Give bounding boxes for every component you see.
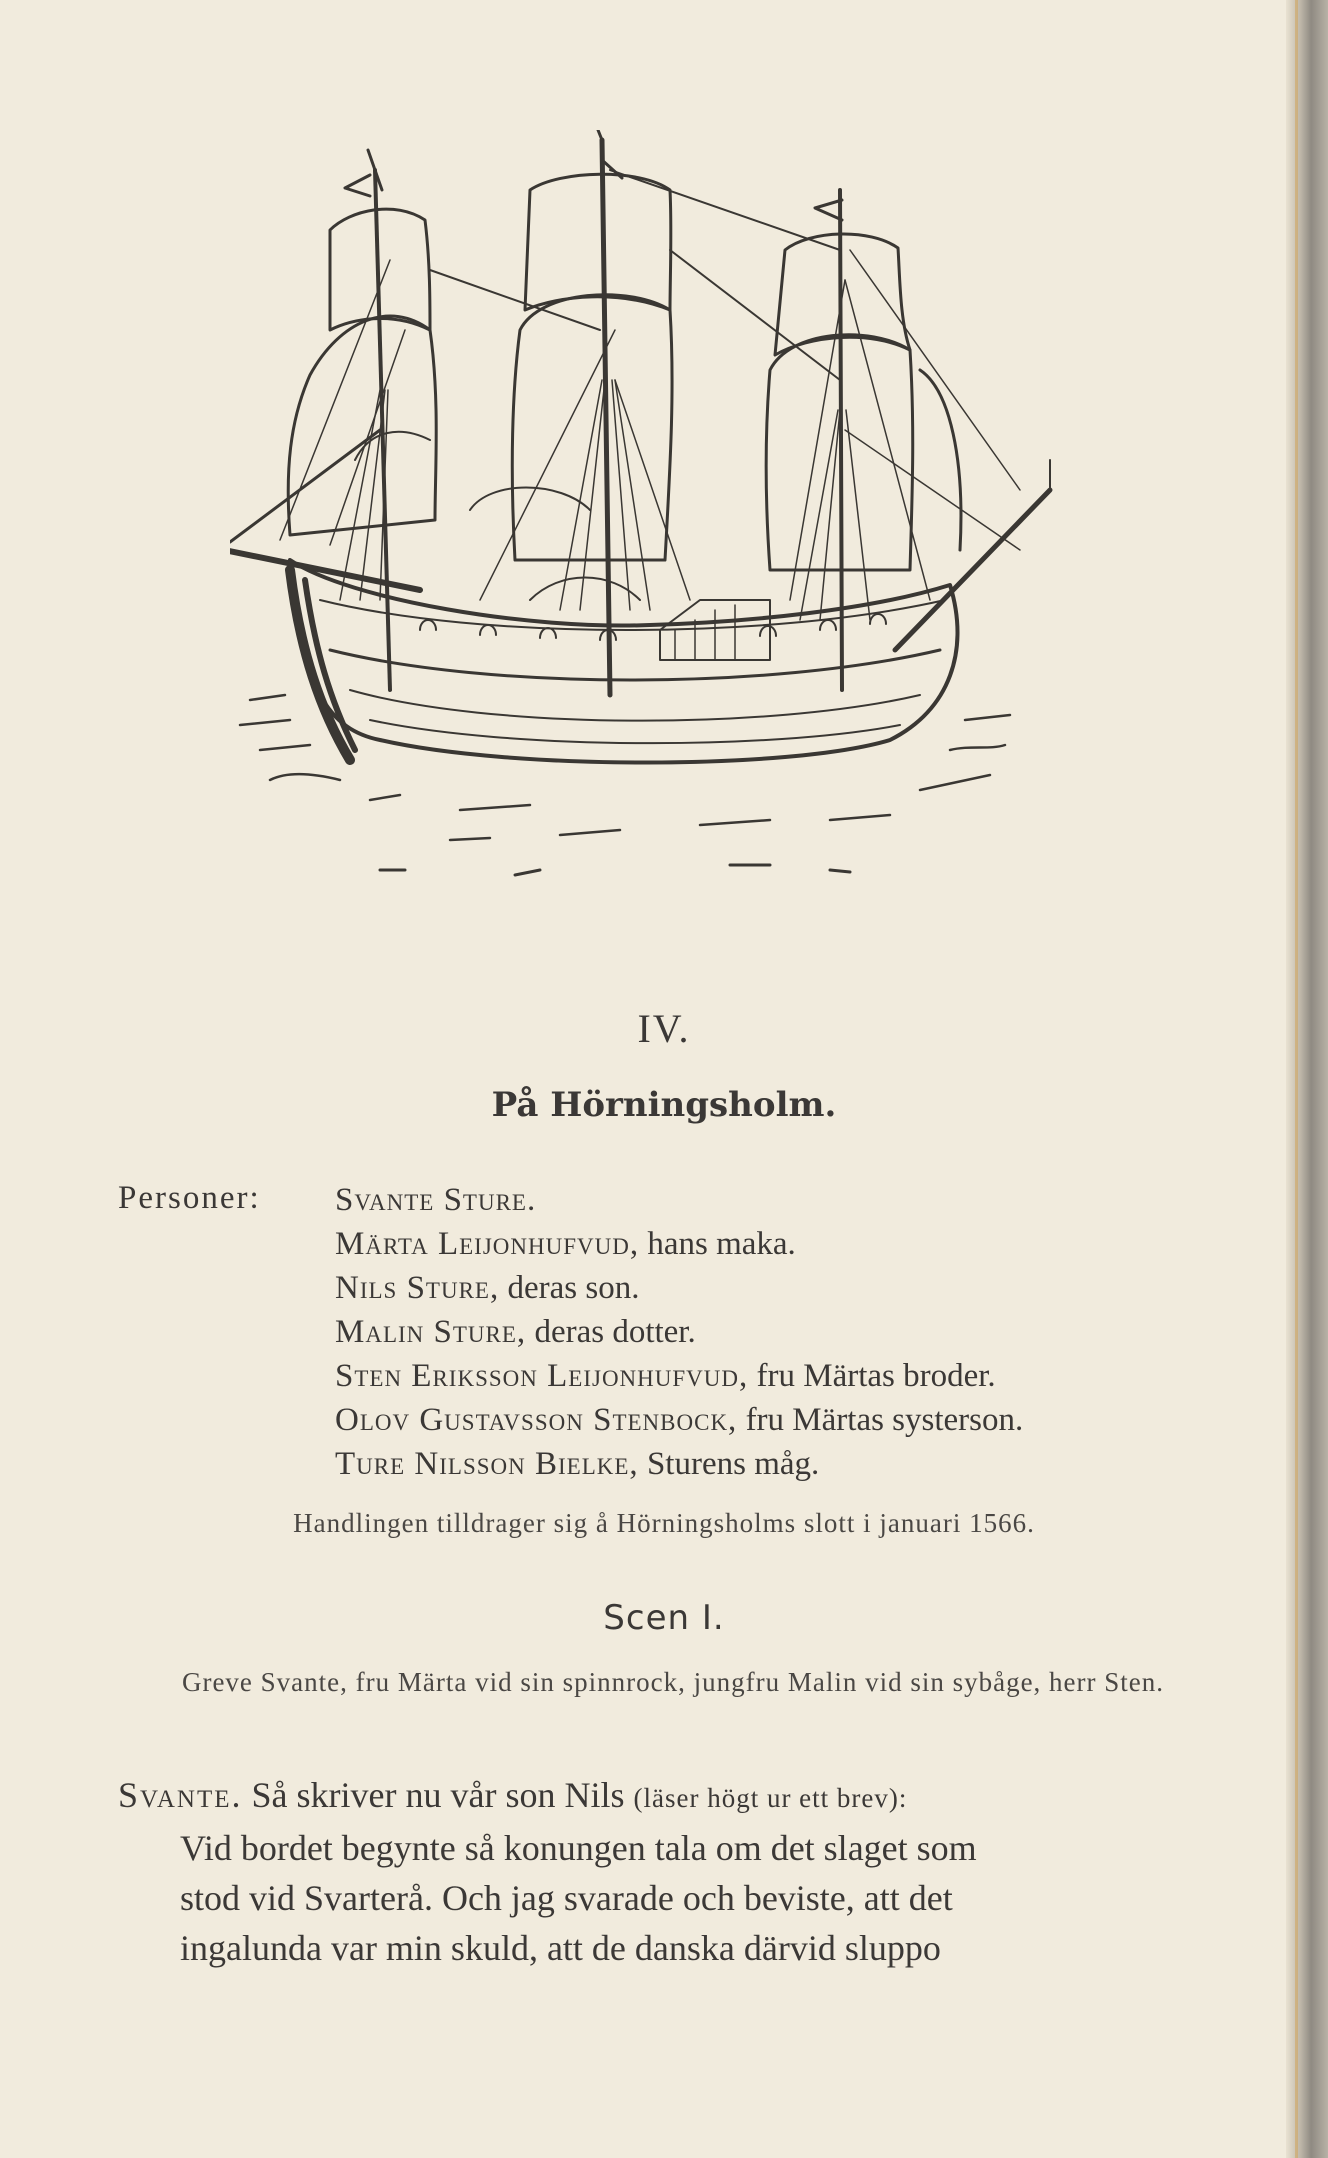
cast-item [335,1266,1023,1310]
ship-illustration [230,130,1100,890]
page-edge-line [1295,0,1298,2158]
cast-name: Ture Nilsson Bielke, [335,1446,639,1482]
dialogue-line: Vid bordet begynte så konungen tala om det slaget som [180,1828,977,1868]
stage-direction: Greve Svante, fru Märta vid sin spinnrock, jungfru Malin vid sin sybåge, herr Sten. [181,1667,1165,1697]
cast-desc: deras son. [507,1270,640,1306]
cast-name: Märta Leijonhufvud, [335,1226,640,1262]
cast-desc: Sturens måg. [646,1446,820,1482]
page-edge-shadow [1286,0,1328,2158]
cast-item [335,1442,1023,1486]
cast-item [335,1222,1023,1266]
personer-label: Personer: [118,1180,261,1216]
scene-title: Scen I. [603,1598,725,1638]
speaker-name: Svante. [118,1775,243,1815]
cast-item [335,1398,1023,1442]
cast-name: Sten Eriksson Leijonhufvud, [335,1358,749,1394]
dialogue-block [118,1770,1216,1973]
dialogue-first-line [118,1770,1216,1823]
cast-desc: fru Märtas systerson. [745,1402,1024,1438]
setting-note: Handlingen tilldrager sig å Hörningsholms slott i januari 1566. [293,1508,1035,1538]
cast-item [335,1310,1023,1354]
cast-item [335,1354,1023,1398]
cast-name: Malin Sture, [335,1314,527,1350]
cast-desc: deras dotter. [534,1314,696,1350]
cast-desc: fru Märtas broder. [756,1358,996,1394]
cast-list [335,1178,1023,1486]
dialogue-line: ingalunda var min skuld, att de danska därvid sluppo [180,1928,941,1968]
sailing-ship-icon [230,130,1100,890]
cast-item [335,1178,1023,1222]
cast-name: Olov Gustavsson Stenbock, [335,1402,738,1438]
cast-name: Nils Sture, [335,1270,500,1306]
dialogue-line-start: Så skriver nu vår son Nils [251,1775,625,1815]
cast-name: Svante Sture. [335,1182,537,1218]
cast-desc: hans maka. [647,1226,796,1262]
dialogue-line: stod vid Svarterå. Och jag svarade och beviste, att det [180,1878,953,1918]
stage-aside: (läser högt ur ett brev): [633,1783,908,1813]
act-title: På Hörningsholm. [491,1085,837,1125]
act-number: IV. [637,1006,691,1051]
